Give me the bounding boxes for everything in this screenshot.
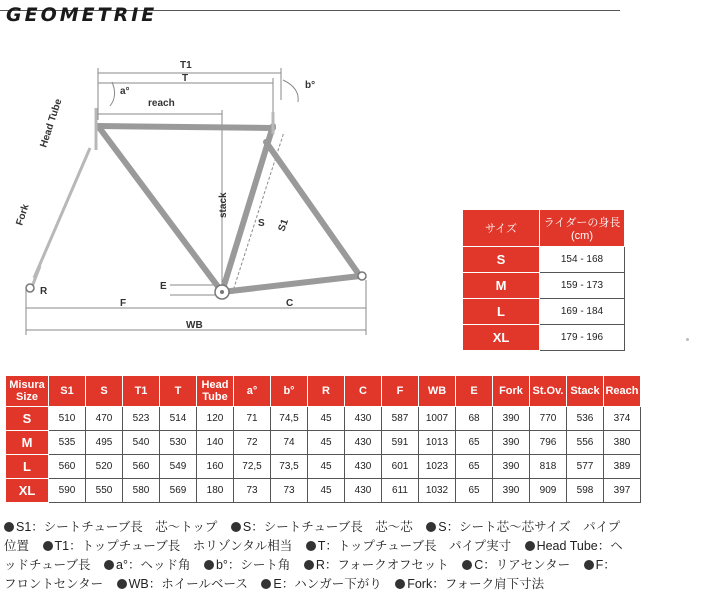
geo-value-cell: 535: [49, 431, 86, 455]
geo-value-cell: 68: [456, 407, 493, 431]
geo-value-cell: 73,5: [271, 455, 308, 479]
geo-value-cell: 560: [123, 455, 160, 479]
table-row: [6, 431, 641, 455]
geo-header: b°: [271, 376, 308, 407]
geo-size-cell: M: [6, 431, 49, 455]
legend-item: S1：シートチューブ長 芯～トップ: [4, 520, 217, 534]
geo-header: F: [382, 376, 419, 407]
bullet-icon: [204, 560, 214, 570]
legend-item: Head Tube：ヘッドチューブ長: [4, 539, 623, 572]
geo-header: C: [345, 376, 382, 407]
rider-size: XL: [463, 325, 540, 351]
bullet-icon: [304, 560, 314, 570]
geo-header: Head Tube: [197, 376, 234, 407]
legend-item: T1：トップチューブ長 ホリゾンタル相当: [43, 539, 293, 553]
legend-item: T：トップチューブ長 パイプ実寸: [306, 539, 511, 553]
rider-row: [463, 299, 625, 325]
table-row: [6, 479, 641, 503]
legend-item: C：リアセンター: [462, 558, 570, 572]
geo-value-cell: 569: [160, 479, 197, 503]
bullet-icon: [231, 522, 241, 532]
geo-value-cell: 560: [49, 455, 86, 479]
legend-item: a°：ヘッド角: [104, 558, 190, 572]
frame-geometry-diagram: [0, 30, 460, 340]
geo-value-cell: 495: [86, 431, 123, 455]
label-a-angle: a°: [120, 86, 130, 97]
geo-header: St.Ov.: [530, 376, 567, 407]
geo-value-cell: 120: [197, 407, 234, 431]
geo-size-cell: L: [6, 455, 49, 479]
rider-row: [463, 325, 625, 351]
geo-header: Fork: [493, 376, 530, 407]
geo-value-cell: 580: [123, 479, 160, 503]
bullet-icon: [306, 541, 316, 551]
label-r: R: [40, 286, 48, 297]
geo-value-cell: 397: [604, 479, 641, 503]
geo-value-cell: 550: [86, 479, 123, 503]
rider-header-size: サイズ: [463, 210, 540, 247]
legend-item: S：シート芯～芯サイズ パイプ位置: [4, 520, 621, 553]
bullet-icon: [117, 579, 127, 589]
rider-height-table: [462, 209, 625, 351]
geo-value-cell: 430: [345, 431, 382, 455]
geo-value-cell: 65: [456, 455, 493, 479]
geo-value-cell: 45: [308, 431, 345, 455]
table-row: [6, 407, 641, 431]
speck: [686, 338, 689, 341]
legend-item: b°：シート角: [204, 558, 290, 572]
legend-item: R：フォークオフセット: [304, 558, 449, 572]
geo-header: T1: [123, 376, 160, 407]
geometry-table: [5, 375, 641, 503]
geo-value-cell: 591: [382, 431, 419, 455]
bullet-icon: [584, 560, 594, 570]
label-t1: T1: [180, 60, 192, 71]
geo-value-cell: 611: [382, 479, 419, 503]
geo-header: T: [160, 376, 197, 407]
geo-value-cell: 556: [567, 431, 604, 455]
geo-value-cell: 72,5: [234, 455, 271, 479]
rider-size: L: [463, 299, 540, 325]
geo-value-cell: 45: [308, 407, 345, 431]
geo-size-cell: S: [6, 407, 49, 431]
geo-value-cell: 390: [493, 455, 530, 479]
label-s: S: [258, 218, 265, 229]
geo-header: S1: [49, 376, 86, 407]
legend-item: WB：ホイールベース: [117, 577, 248, 591]
geo-value-cell: 71: [234, 407, 271, 431]
bullet-icon: [462, 560, 472, 570]
geo-value-cell: 65: [456, 479, 493, 503]
page-title: GEOMETRIE: [6, 4, 158, 26]
geo-header: Stack: [567, 376, 604, 407]
geo-value-cell: 601: [382, 455, 419, 479]
geo-value-cell: 73: [271, 479, 308, 503]
bullet-icon: [104, 560, 114, 570]
geo-value-cell: 65: [456, 431, 493, 455]
geo-value-cell: 430: [345, 479, 382, 503]
rider-row: [463, 273, 625, 299]
geo-value-cell: 770: [530, 407, 567, 431]
geo-value-cell: 430: [345, 407, 382, 431]
label-head-tube: Head Tube: [38, 97, 65, 149]
geo-value-cell: 74: [271, 431, 308, 455]
geo-value-cell: 380: [604, 431, 641, 455]
geo-value-cell: 590: [49, 479, 86, 503]
geo-value-cell: 73: [234, 479, 271, 503]
geo-header: a°: [234, 376, 271, 407]
rider-range: 179 - 196: [540, 325, 625, 351]
bullet-icon: [4, 522, 14, 532]
rider-size: M: [463, 273, 540, 299]
geo-header: Misura Size: [6, 376, 49, 407]
geo-value-cell: 510: [49, 407, 86, 431]
geo-value-cell: 818: [530, 455, 567, 479]
geo-value-cell: 1013: [419, 431, 456, 455]
label-t: T: [182, 73, 189, 84]
geo-value-cell: 530: [160, 431, 197, 455]
label-s1: S1: [276, 217, 292, 234]
legend-item: F：フロントセンター: [4, 558, 616, 591]
bullet-icon: [43, 541, 53, 551]
geo-value-cell: 1007: [419, 407, 456, 431]
label-reach: reach: [148, 98, 175, 109]
legend-item: S：シートチューブ長 芯～芯: [231, 520, 413, 534]
geo-value-cell: 389: [604, 455, 641, 479]
geo-value-cell: 540: [123, 431, 160, 455]
table-row: [6, 455, 641, 479]
geo-value-cell: 1032: [419, 479, 456, 503]
label-e: E: [160, 281, 167, 292]
geo-value-cell: 587: [382, 407, 419, 431]
label-b-angle: b°: [305, 80, 316, 91]
label-stack: stack: [218, 192, 229, 218]
geo-header: E: [456, 376, 493, 407]
rider-range: 169 - 184: [540, 299, 625, 325]
label-f: F: [120, 298, 127, 309]
geo-header: WB: [419, 376, 456, 407]
geo-value-cell: 520: [86, 455, 123, 479]
geo-value-cell: 390: [493, 431, 530, 455]
geo-value-cell: 523: [123, 407, 160, 431]
geo-value-cell: 72: [234, 431, 271, 455]
bullet-icon: [525, 541, 535, 551]
legend-item: Fork：フォーク肩下寸法: [395, 577, 544, 591]
bullet-icon: [426, 522, 436, 532]
rider-range: 154 - 168: [540, 247, 625, 273]
geo-value-cell: 390: [493, 479, 530, 503]
label-fork: Fork: [14, 202, 32, 227]
legend: [4, 518, 626, 594]
rider-size: S: [463, 247, 540, 273]
geo-size-cell: XL: [6, 479, 49, 503]
geo-value-cell: 430: [345, 455, 382, 479]
geo-header: Reach: [604, 376, 641, 407]
geo-value-cell: 514: [160, 407, 197, 431]
geo-value-cell: 140: [197, 431, 234, 455]
rider-range: 159 - 173: [540, 273, 625, 299]
geo-header: R: [308, 376, 345, 407]
geo-header: S: [86, 376, 123, 407]
geo-value-cell: 45: [308, 455, 345, 479]
geo-value-cell: 470: [86, 407, 123, 431]
rider-header-height: ライダーの身長 (cm): [540, 210, 625, 247]
bullet-icon: [395, 579, 405, 589]
label-wb: WB: [186, 320, 203, 331]
geo-value-cell: 390: [493, 407, 530, 431]
geo-value-cell: 536: [567, 407, 604, 431]
rider-row: [463, 247, 625, 273]
geo-value-cell: 796: [530, 431, 567, 455]
bullet-icon: [261, 579, 271, 589]
geo-value-cell: 549: [160, 455, 197, 479]
geo-value-cell: 45: [308, 479, 345, 503]
geo-value-cell: 909: [530, 479, 567, 503]
geo-value-cell: 577: [567, 455, 604, 479]
label-c: C: [286, 298, 294, 309]
geo-value-cell: 160: [197, 455, 234, 479]
geo-value-cell: 74,5: [271, 407, 308, 431]
legend-item: E：ハンガー下がり: [261, 577, 381, 591]
geo-value-cell: 374: [604, 407, 641, 431]
geo-value-cell: 598: [567, 479, 604, 503]
geo-value-cell: 180: [197, 479, 234, 503]
geo-value-cell: 1023: [419, 455, 456, 479]
